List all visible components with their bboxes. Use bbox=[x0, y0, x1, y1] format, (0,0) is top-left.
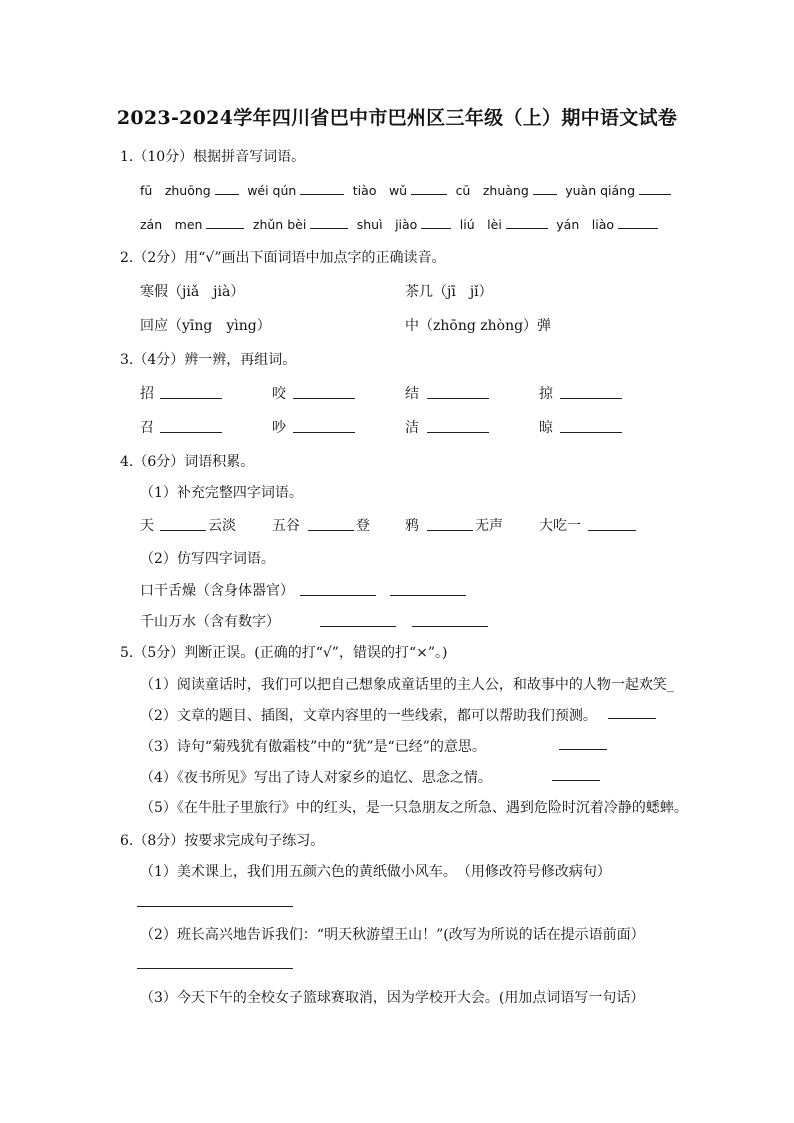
idiom-suffix: 登 bbox=[356, 518, 370, 534]
answer-blank[interactable] bbox=[639, 180, 671, 195]
pinyin-item: zhǔn bèi bbox=[252, 217, 307, 232]
answer-blank[interactable] bbox=[320, 626, 396, 627]
idiom-suffix: 无声 bbox=[475, 518, 503, 534]
sub-question: （2）仿写四字词语。 bbox=[140, 551, 275, 567]
answer-blank[interactable] bbox=[421, 214, 451, 229]
judgement-item: （5）《在牛肚子里旅行》中的红头，是一只急朋友之所急、遇到危险时沉着冷静的蟋蟀。 bbox=[140, 800, 688, 816]
pinyin-item: wéi qún bbox=[247, 183, 297, 198]
pinyin-item: fū zhuōng bbox=[140, 183, 211, 198]
answer-blank[interactable] bbox=[215, 180, 239, 195]
answer-blank[interactable] bbox=[559, 749, 607, 750]
imitate-prompt: 千山万水（含有数字） bbox=[140, 614, 280, 630]
answer-blank[interactable] bbox=[588, 530, 636, 531]
pinyin-item: yán liào bbox=[556, 217, 614, 232]
answer-blank[interactable] bbox=[427, 398, 489, 399]
answer-blank[interactable] bbox=[533, 180, 557, 195]
answer-blank[interactable] bbox=[390, 595, 466, 596]
answer-blank[interactable] bbox=[506, 214, 548, 229]
answer-blank[interactable] bbox=[310, 214, 348, 229]
answer-blank[interactable] bbox=[160, 398, 222, 399]
answer-blank[interactable] bbox=[293, 398, 355, 399]
exercise-item: （2）班长高兴地告诉我们：“明天秋游望王山！”(改写为所说的话在提示语前面） bbox=[140, 927, 645, 943]
exercise-item: （3）今天下午的全校女子篮球赛取消，因为学校开大会。(用加点词语写一句话） bbox=[140, 990, 645, 1006]
answer-blank[interactable] bbox=[308, 530, 354, 531]
judgement-item: （2）文章的题目、插图，文章内容里的一些线索，都可以帮助我们预测。 bbox=[140, 708, 597, 724]
pinyin-item: cū zhuàng bbox=[455, 183, 529, 198]
idiom-prefix: 大吃一 bbox=[539, 518, 581, 534]
character-label: 洁 bbox=[405, 420, 419, 436]
pinyin-row-2 bbox=[140, 214, 662, 233]
answer-blank[interactable] bbox=[618, 214, 658, 229]
answer-blank[interactable] bbox=[560, 432, 622, 433]
idiom-prefix: 天 bbox=[140, 518, 154, 534]
character-label: 召 bbox=[140, 420, 154, 436]
character-label: 吵 bbox=[272, 420, 286, 436]
idiom-prefix: 鸦 bbox=[405, 518, 419, 534]
answer-blank[interactable] bbox=[552, 780, 600, 781]
exam-title: 2023-2024学年四川省巴中市巴州区三年级（上）期中语文试卷 bbox=[116, 107, 678, 129]
answer-blank[interactable] bbox=[411, 180, 447, 195]
answer-blank[interactable] bbox=[206, 214, 244, 229]
question-4-stem: 4.（6分）词语积累。 bbox=[120, 454, 255, 470]
pinyin-item: zán men bbox=[140, 217, 203, 232]
answer-blank[interactable] bbox=[300, 595, 376, 596]
sub-question: （1）补充完整四字词语。 bbox=[140, 485, 303, 501]
pinyin-item: shuì jiào bbox=[356, 217, 418, 232]
reading-choice[interactable]: 寒假（jiǎ jià） bbox=[140, 284, 245, 300]
answer-blank[interactable] bbox=[427, 432, 489, 433]
judgement-item: （4）《夜书所见》写出了诗人对家乡的追忆、思念之情。 bbox=[140, 770, 492, 786]
question-2-stem: 2.（2分）用“√”画出下面词语中加点字的正确读音。 bbox=[120, 250, 446, 266]
imitate-prompt: 口干舌燥（含身体器官） bbox=[140, 583, 294, 599]
character-label: 晾 bbox=[539, 420, 553, 436]
question-5-stem: 5.（5分）判断正误。(正确的打“√”，错误的打“×”。) bbox=[120, 645, 448, 661]
exercise-item: （1）美术课上，我们用五颜六色的黄纸做小风车。 （用修改符号修改病句） bbox=[140, 864, 611, 880]
character-label: 咬 bbox=[272, 386, 286, 402]
question-3-stem: 3.（4分）辨一辨，再组词。 bbox=[120, 352, 297, 368]
answer-blank[interactable] bbox=[412, 626, 488, 627]
question-6-stem: 6.（8分）按要求完成句子练习。 bbox=[120, 833, 325, 849]
idiom-prefix: 五谷 bbox=[272, 518, 300, 534]
character-label: 招 bbox=[140, 386, 154, 402]
answer-blank[interactable] bbox=[160, 432, 222, 433]
character-label: 掠 bbox=[539, 386, 553, 402]
answer-blank[interactable] bbox=[160, 530, 206, 531]
answer-blank[interactable] bbox=[427, 530, 473, 531]
answer-blank[interactable] bbox=[300, 180, 344, 195]
reading-choice[interactable]: 回应（yīng yìng） bbox=[140, 318, 271, 334]
judgement-item: （3）诗句“菊残犹有傲霜枝”中的“犹”是“已经”的意思。 bbox=[140, 739, 486, 755]
idiom-suffix: 云淡 bbox=[208, 518, 236, 534]
pinyin-row-1 bbox=[140, 180, 675, 199]
pinyin-item: tiào wǔ bbox=[352, 183, 408, 198]
reading-choice[interactable]: 中（zhōng zhòng）弹 bbox=[405, 318, 552, 334]
judgement-item: （1）阅读童话时，我们可以把自己想象成童话里的主人公，和故事中的人物一起欢笑_ bbox=[140, 677, 674, 693]
answer-blank[interactable] bbox=[608, 718, 656, 719]
answer-line[interactable] bbox=[137, 906, 293, 907]
answer-blank[interactable] bbox=[560, 398, 622, 399]
reading-choice[interactable]: 茶几（jī jǐ） bbox=[405, 284, 493, 300]
question-1-stem: 1.（10分）根据拼音写词语。 bbox=[120, 149, 306, 165]
answer-line[interactable] bbox=[137, 968, 293, 969]
character-label: 结 bbox=[405, 386, 419, 402]
pinyin-item: yuàn qiáng bbox=[565, 183, 636, 198]
answer-blank[interactable] bbox=[293, 432, 355, 433]
pinyin-item: liú lèi bbox=[459, 217, 502, 232]
